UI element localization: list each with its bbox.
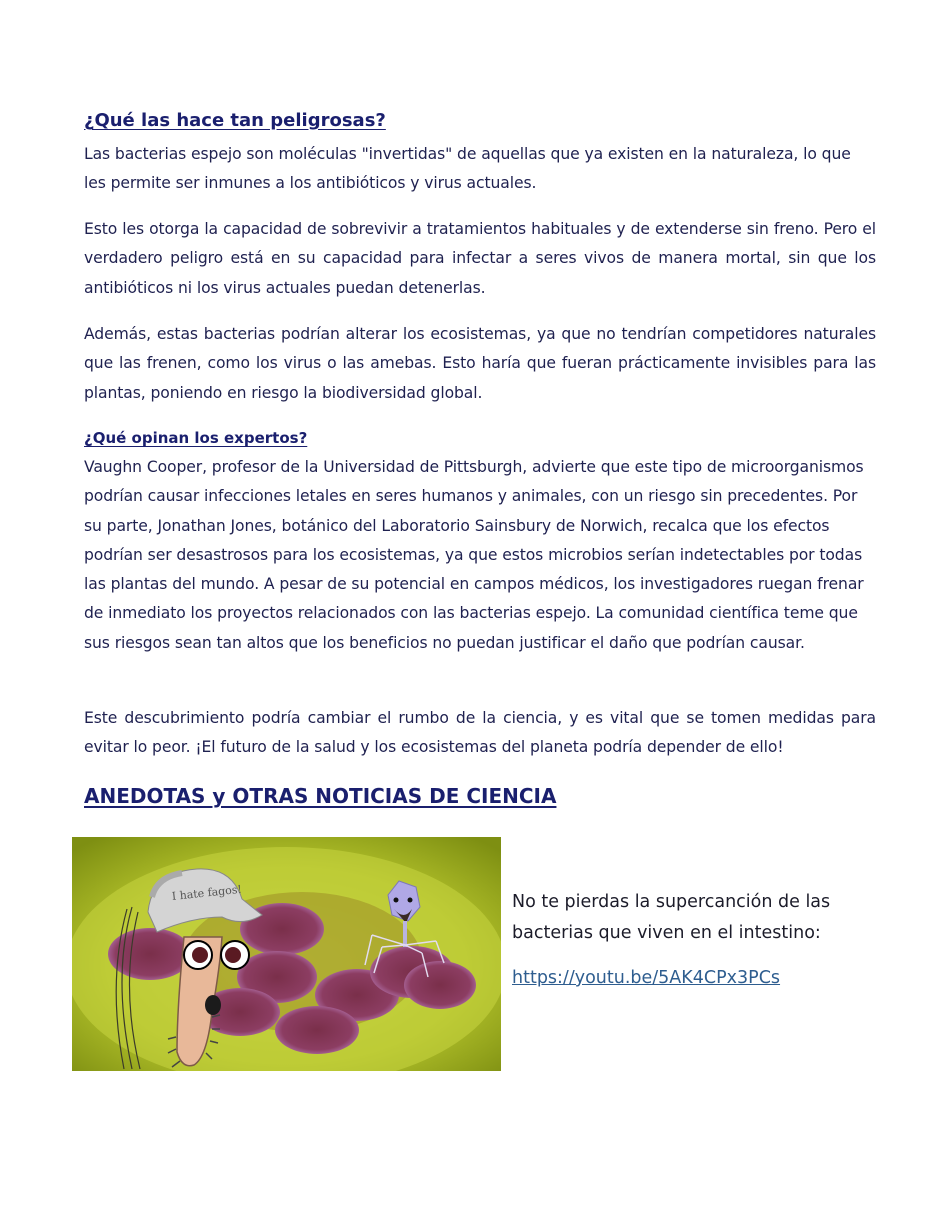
- paragraph-survival: Esto les otorga la capacidad de sobrevivir a tratamientos habituales y de extenderse sin freno. Pero el verdadero peligro está en su capacidad para infectar a seres vivos de manera mortal, sin que los antibióticos ni los virus actuales puedan detenerlas.: [84, 220, 876, 297]
- svg-text:I hate fagos!: I hate fagos!: [171, 882, 243, 904]
- paragraph-ecosystems: Además, estas bacterias podrían alterar los ecosistemas, ya que no tendrían competidores naturales que las frenen, como los virus o las amebas. Esto haría que fueran prácticamente invisibles para las plantas, poniendo en riesgo la biodiversidad global.: [84, 325, 876, 402]
- paragraph-mirror-molecules: Las bacterias espejo son moléculas "invertidas" de aquellas que ya existen en la naturaleza, lo que les permite ser inmunes a los antibióticos y virus actuales.: [84, 145, 851, 193]
- bacteria-cartoon-image: [72, 837, 501, 1071]
- section-heading-anecdotes: ANEDOTAS y OTRAS NOTICIAS DE CIENCIA: [84, 784, 557, 808]
- youtube-link[interactable]: https://youtu.be/5AK4CPx3PCs: [512, 968, 781, 988]
- song-promo-text: No te pierdas la supercanción de las bacterias que viven en el intestino:: [512, 892, 831, 943]
- paragraph-closing: Este descubrimiento podría cambiar el rumbo de la ciencia, y es vital que se tomen medidas para evitar lo peor. ¡El futuro de la salud y los ecosistemas del planeta podría depender de ello!: [84, 709, 876, 757]
- section-heading-dangers: ¿Qué las hace tan peligrosas?: [84, 110, 386, 131]
- paragraph-experts: Vaughn Cooper, profesor de la Universidad de Pittsburgh, advierte que este tipo de microorganismos podrían causar infecciones letales en seres humanos y animales, con un riesgo sin precedentes. Por su parte, Jonathan Jones, botánico del Laboratorio Sainsbury de Norwich, recalca que los efectos podrían ser desastrosos para los ecosistemas, ya que estos microbios serían indetectables por todas las plantas del mundo. A pesar de su potencial en campos médicos, los investigadores ruegan frenar de inmediato los proyectos relacionados con las bacterias espejo. La comunidad científica teme que sus riesgos sean tan altos que los beneficios no puedan justificar el daño que podrían causar.: [84, 458, 864, 652]
- section-heading-experts: ¿Qué opinan los expertos?: [84, 429, 308, 447]
